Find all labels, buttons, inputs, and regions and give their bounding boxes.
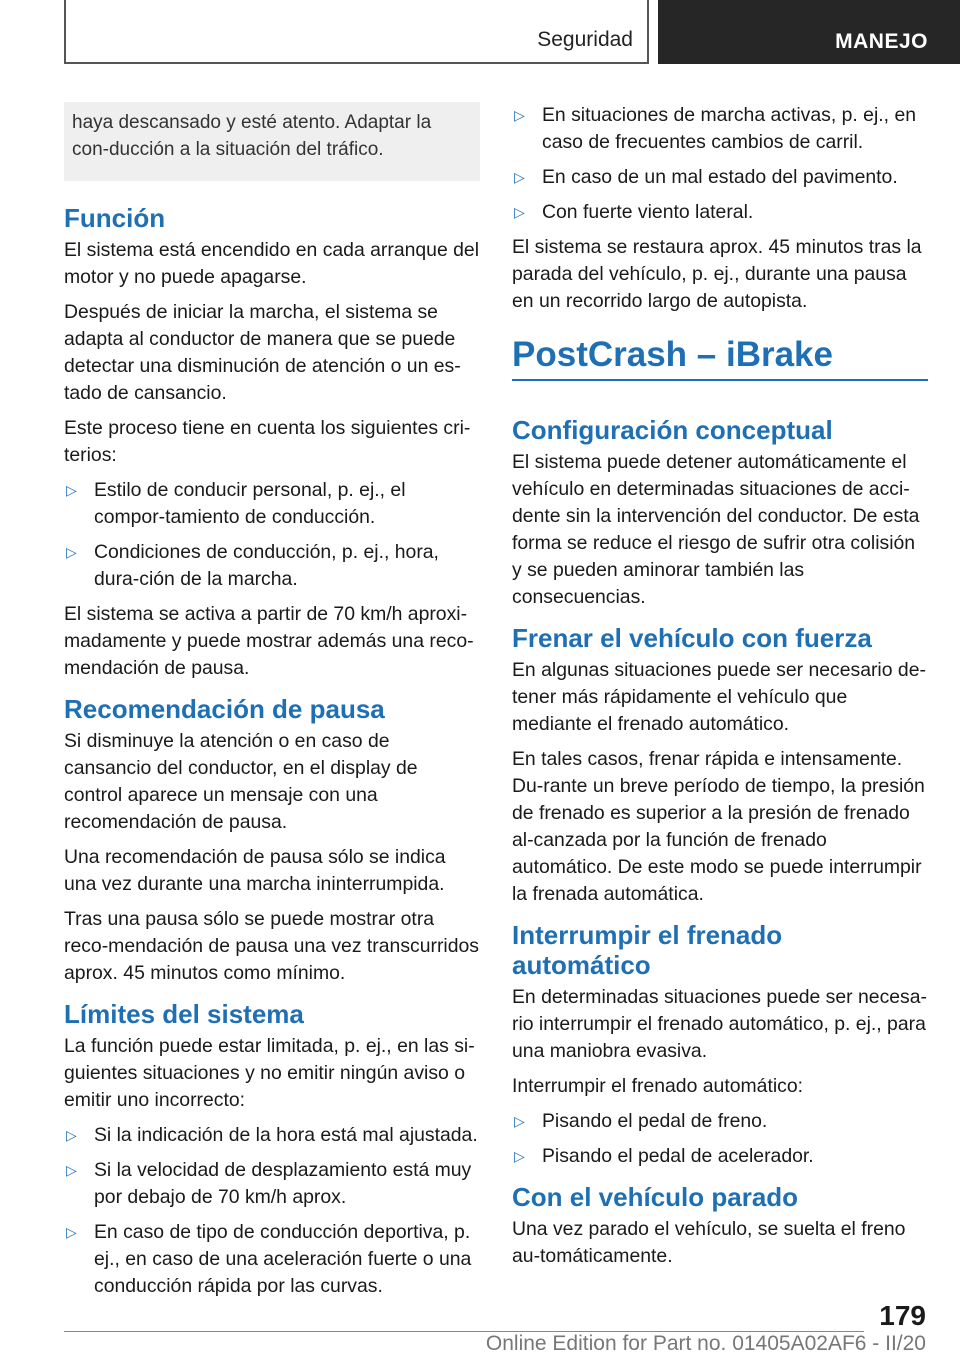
triangle-bullet-icon: ▷ [66, 1127, 77, 1143]
paragraph: El sistema se restaura aprox. 45 minutos tras la parada del vehículo, p. ej., durante una pausa en un recorrido largo de autopista. [512, 236, 922, 312]
list-item-text: Pisando el pedal de freno. [542, 1110, 768, 1132]
heading-vehiculo-parado: Con el vehículo parado [512, 1182, 799, 1212]
chapter-title: MANEJO [835, 30, 928, 53]
list-item [512, 164, 928, 191]
list-item [512, 102, 928, 156]
list-item [64, 477, 480, 531]
triangle-bullet-icon: ▷ [514, 169, 525, 185]
list-item-text: En situaciones de marcha activas, p. ej., en caso de frecuentes cambios de carril. [542, 104, 917, 153]
header-section-box [64, 0, 649, 64]
list-item-text: Con fuerte viento lateral. [542, 201, 754, 223]
list-item [64, 1157, 480, 1211]
list-item [512, 1143, 928, 1170]
paragraph: El sistema se activa a partir de 70 km/h aproxi‐madamente y puede mostrar además una reco‐mendación de pausa. [64, 603, 474, 679]
triangle-bullet-icon: ▷ [514, 107, 525, 123]
heading-configuracion-conceptual: Configuración conceptual [512, 415, 833, 445]
triangle-bullet-icon: ▷ [66, 482, 77, 498]
triangle-bullet-icon: ▷ [514, 204, 525, 220]
list-item [512, 1108, 928, 1135]
list-item-text: En caso de un mal estado del pavimento. [542, 166, 898, 188]
continued-note: haya descansado y esté atento. Adaptar la con‐ducción a la situación del tráfico. [64, 102, 480, 181]
main-heading-postcrash: PostCrash – iBrake [512, 331, 928, 381]
page-number: 179 [879, 1300, 926, 1331]
list-item-text: Estilo de conducir personal, p. ej., el compor‐tamiento de conducción. [94, 479, 406, 528]
paragraph: Una vez parado el vehículo, se suelta el freno au‐tomáticamente. [512, 1218, 906, 1267]
paragraph: Interrumpir el frenado automático: [512, 1075, 804, 1097]
list-item [512, 199, 928, 226]
paragraph: El sistema está encendido en cada arranque del motor y no puede apagarse. [64, 239, 480, 288]
section-title: Seguridad [537, 28, 633, 51]
heading-recomendacion-pausa: Recomendación de pausa [64, 694, 385, 724]
edition-footer: Online Edition for Part no. 01405A02AF6 - II/20 [485, 1332, 926, 1355]
paragraph: Este proceso tiene en cuenta los siguientes cri‐terios: [64, 417, 471, 466]
paragraph: Si disminuye la atención o en caso de cansancio del conductor, en el display de control aparece un mensaje con una recomendación de pausa. [64, 730, 418, 833]
paragraph: En algunas situaciones puede ser necesario de‐tener más rápidamente el vehículo que mediante el frenado automático. [512, 659, 926, 735]
left-column [64, 102, 480, 1308]
paragraph: En tales casos, frenar rápida e intensamente. Du‐rante un breve período de tiempo, la presión de frenado es superior a la presión de frenado al‐canzada por la función de frenado automático. De este modo se puede interrumpir la frenada automática. [512, 748, 925, 905]
criteria-list [64, 477, 480, 593]
heading-frenar-vehiculo: Frenar el vehículo con fuerza [512, 623, 872, 653]
paragraph: Tras una pausa sólo se puede mostrar otra reco‐mendación de pausa una vez transcurridos aprox. 45 minutos como mínimo. [64, 908, 479, 984]
triangle-bullet-icon: ▷ [514, 1113, 525, 1129]
limits-list [64, 1122, 480, 1300]
triangle-bullet-icon: ▷ [66, 1162, 77, 1178]
list-item-text: Pisando el pedal de acelerador. [542, 1145, 814, 1167]
heading-funcion: Función [64, 203, 166, 233]
list-item-text: Condiciones de conducción, p. ej., hora, dura‐ción de la marcha. [94, 541, 439, 590]
heading-interrumpir-frenado: Interrumpir el frenado automático [512, 920, 783, 980]
list-item [64, 539, 480, 593]
right-column [512, 102, 928, 1278]
triangle-bullet-icon: ▷ [514, 1148, 525, 1164]
paragraph: La función puede estar limitada, p. ej., en las si‐guientes situaciones y no emitir ningún aviso o emitir uno incorrecto: [64, 1035, 475, 1111]
list-item [64, 1122, 480, 1149]
limits-list-continued [512, 102, 928, 226]
list-item-text: Si la indicación de la hora está mal ajustada. [94, 1124, 478, 1146]
paragraph: El sistema puede detener automáticamente el vehículo en determinadas situaciones de acci‐dente sin la intervención del conductor. De esta forma se reduce el riesgo de sufrir otra colisión y se pueden aminorar también las consecuencias. [512, 451, 920, 608]
header-chapter-box [658, 0, 960, 64]
triangle-bullet-icon: ▷ [66, 544, 77, 560]
list-item [64, 1219, 480, 1300]
triangle-bullet-icon: ▷ [66, 1224, 77, 1240]
interrupt-list [512, 1108, 928, 1170]
paragraph: Una recomendación de pausa sólo se indica una vez durante una marcha ininterrumpida. [64, 846, 446, 895]
list-item-text: En caso de tipo de conducción deportiva, p. ej., en caso de una aceleración fuerte o una conducción rápida por las curvas. [94, 1221, 472, 1297]
list-item-text: Si la velocidad de desplazamiento está muy por debajo de 70 km/h aprox. [94, 1159, 472, 1208]
heading-limites-sistema: Límites del sistema [64, 999, 304, 1029]
paragraph: En determinadas situaciones puede ser necesa‐rio interrumpir el frenado automático, p. ej., para una maniobra evasiva. [512, 986, 927, 1062]
paragraph: Después de iniciar la marcha, el sistema se adapta al conductor de manera que se puede detectar una disminución de atención o un es‐tado de cansancio. [64, 301, 461, 404]
